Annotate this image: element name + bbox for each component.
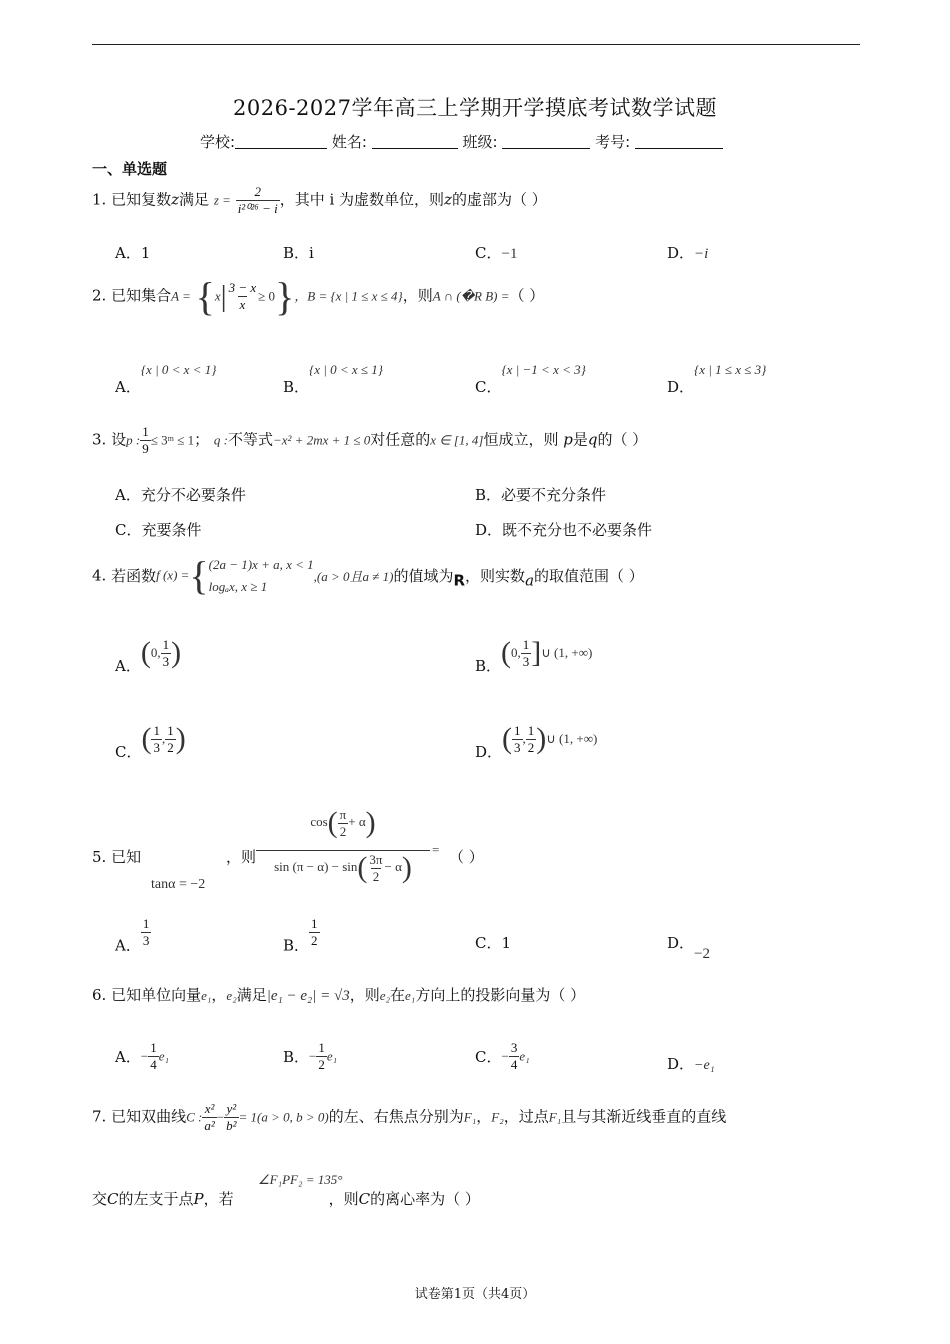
question-number: 1. [92,190,107,209]
school-label: 学校: [200,133,236,151]
question-text: （ ） [449,848,484,866]
piecewise-cases: (2a − 1)x + a, x < 1 logₐx, x ≥ 1 [208,556,314,594]
school-field[interactable] [235,134,327,149]
q6-option-c[interactable]: C．− $\frac{3}{4}$ e₁ [475,1040,530,1072]
q1-option-c[interactable]: C．−1 [475,244,518,262]
number-label: 考号: [595,133,631,151]
question-7-line-1: 7. 已知双曲线C : $\frac{\text{x²}}{\text{a²}}$ − $\frac{\text{y²}}{\text{b²}}$ = 1(a > 0, b > 0)的左、右焦点分别为F₁，F₂，过点F₁且与其渐近线垂直的直线 [92,1101,727,1133]
question-number: 5. [92,848,107,866]
student-info-row [200,131,723,152]
q6-option-d[interactable]: D．−e₁ [667,1055,715,1073]
q2-option-a[interactable]: A．{x | 0 < x < 1} [115,362,217,396]
page-footer: 试卷第1页（共4页） [414,1287,536,1302]
var-z: z [171,190,180,209]
fraction: $\frac{2}{\text{i²⁰²⁶ − i}}$ [237,184,278,216]
q3-option-d[interactable]: D．既不充分也不必要条件 [475,521,653,539]
angle-condition: ∠F₁PF₂ = 135° [258,1172,343,1187]
question-number: 7. [92,1107,107,1126]
class-field[interactable] [502,134,590,149]
formula-lhs: z = [213,192,231,208]
set-expression: A ∩ (�R B) = [432,288,510,304]
question-number: 2. [92,286,107,305]
question-number: 6. [92,986,107,1004]
q2-option-b[interactable]: B．{x | 0 < x ≤ 1} [283,362,383,396]
q1-option-d[interactable]: D．−i [667,244,709,262]
name-label: 姓名: [331,133,367,151]
q6-option-b[interactable]: B．− $\frac{1}{2}$ e₁ [283,1040,338,1072]
q5-option-d[interactable]: D．−2 [667,934,710,962]
question-text: 已知复数 [111,190,172,209]
q4-option-a[interactable]: A．(0, $\frac{1}{3}$ ) [115,636,182,675]
question-6: 6. 已知单位向量e₁，e₂满足|e₁ − e₂| = √3，则e₂在e₁方向上的投影向量为（ ） [92,986,586,1004]
q5-option-a[interactable]: A． $\frac{1}{3}$ [115,916,150,955]
question-text: ，则 [402,286,433,305]
q2-option-d[interactable]: D．{x | 1 ≤ x ≤ 3} [667,362,767,396]
q2-option-c[interactable]: C．{x | −1 < x < 3} [475,362,586,396]
q4-option-d[interactable]: D．( $\frac{1}{3}$ , $\frac{1}{2}$ )∪ (1, +∞) [475,722,598,761]
q3-option-c[interactable]: C．充要条件 [115,521,202,539]
question-number: 4. [92,566,107,585]
page-title: 2026-2027学年高三上学期开学摸底考试数学试题 [233,96,717,120]
set-a-lhs: A = [171,288,191,304]
equals: = [432,842,440,857]
q5-option-c[interactable]: C．1 [475,934,512,952]
question-7-line-2: 交C的左支于点P，若 ，则C的离心率为（ ） [92,1190,480,1208]
trig-fraction: cos( $\frac{\pi}{2}$ + α) sin (π − α) − sin( $\frac{3\pi}{2}$ − α) [256,806,430,885]
question-text: 已知集合 [111,286,172,305]
var-z: z [444,190,452,209]
q1-option-b[interactable]: B．i [283,244,314,262]
question-5-post: ，则 [226,848,257,866]
q5-option-b[interactable]: B． $\frac{1}{2}$ [283,916,318,955]
q3-option-b[interactable]: B．必要不充分条件 [475,486,607,504]
section-heading: 一、单选题 [92,160,168,178]
question-3: 3. 设p : $\frac{1}{9}$ ≤ 3ᵐ ≤ 1； q :不等式−x² + 2mx + 1 ≤ 0对任意的x ∈ [1, 4]恒成立，则 p是q的（ ） [92,424,648,456]
question-number: 3. [92,430,107,449]
name-field[interactable] [372,134,458,149]
question-text: 设 [111,430,127,449]
question-5-stem: 5. 已知 [92,848,142,866]
q6-option-a[interactable]: A．− $\frac{1}{4}$ e₁ [115,1040,169,1072]
q4-option-b[interactable]: B．(0, $\frac{1}{3}$ ]∪ (1, +∞) [475,636,593,675]
question-text: 的虚部为（ ） [451,190,547,209]
question-1 [92,184,547,217]
question-text: （ ） [509,286,545,305]
question-2: 2. 已知集合A = {x| $\frac{3 - x}{x}$ ≥ 0}，B = {x | 1 ≤ x ≤ 4}，则A ∩ (�R B) =（ ） [92,274,545,319]
question-text: 满足 [179,190,210,209]
question-4: 4. 若函数f (x) ={ (2a − 1)x + a, x < 1 logₐx, x ≥ 1 ,(a > 0且a ≠ 1)的值域为R，则实数a的取值范围（ ） [92,553,644,598]
q4-option-c[interactable]: C．( $\frac{1}{3}$ , $\frac{1}{2}$ ) [115,722,186,761]
given-tan: tanα = −2 [151,877,206,892]
q1-option-a[interactable]: A．1 [115,244,151,262]
question-text: ，其中 i 为虚数单位，则 [279,190,445,209]
q3-option-a[interactable]: A．充分不必要条件 [115,486,246,504]
top-rule [92,44,860,45]
number-field[interactable] [635,134,723,149]
set-b: ，B = {x | 1 ≤ x ≤ 4} [294,288,403,304]
class-label: 班级: [462,133,498,151]
